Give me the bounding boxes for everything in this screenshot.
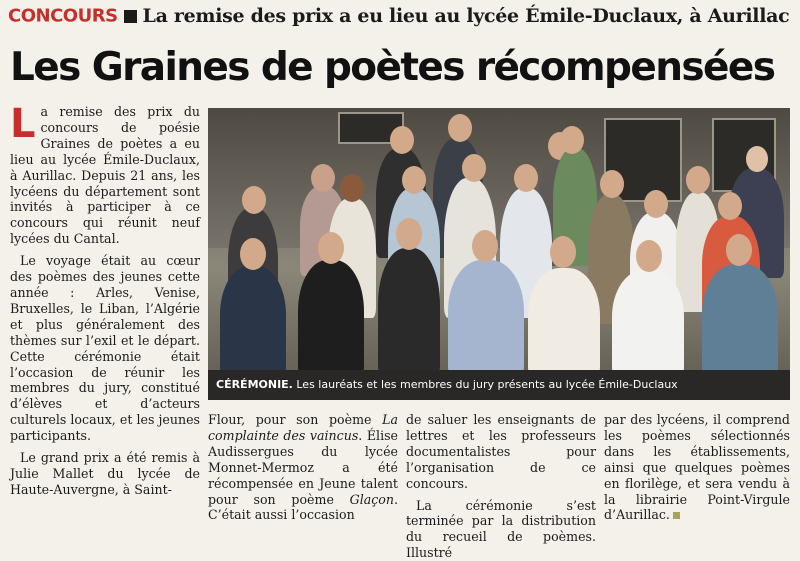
- article-column-3: [406, 412, 596, 561]
- paragraph-intro-text: a remise des prix du concours de poésie Graines de poètes a eu lieu au lycée Émile-Duclaux, à Aurillac. Depuis 21 ans, les lycéens du département sont invités à participer à ce concours qui réunit neuf lycées du Cantal.: [10, 104, 200, 247]
- paragraph-collection: [604, 412, 790, 523]
- person: [220, 266, 286, 376]
- person: [702, 264, 778, 376]
- person: [448, 260, 524, 376]
- paragraph-ceremony-end: La cérémonie s’est terminée par la distribution du recueil de poèmes. Illustré: [406, 497, 596, 561]
- head: [514, 164, 538, 192]
- poem-title-1: La complainte des vaincus: [208, 412, 398, 443]
- head: [340, 174, 364, 202]
- ceremony-photo: [208, 108, 790, 400]
- photo-caption: [208, 370, 790, 400]
- section-label: CONCOURS: [8, 5, 118, 27]
- headline: Les Graines de poètes récompensées: [10, 45, 775, 90]
- head: [240, 238, 266, 270]
- person: [298, 260, 364, 376]
- head: [686, 166, 710, 194]
- caption-tag: CÉRÉMONIE.: [216, 378, 293, 391]
- head: [396, 218, 422, 250]
- winners-text-b: . Élise Audissergues du lycée Monnet-Mermoz a été récompensée en Jeune talent pour son poème: [208, 427, 399, 507]
- head: [448, 114, 472, 142]
- head: [600, 170, 624, 198]
- head: [746, 146, 768, 172]
- head: [718, 192, 742, 220]
- head: [636, 240, 662, 272]
- person: [612, 270, 684, 376]
- paragraph-winners: [208, 412, 398, 523]
- head: [318, 232, 344, 264]
- winners-text-a: Flour, pour son poème: [208, 412, 383, 427]
- head: [311, 164, 335, 192]
- winners-text-c: . C’était aussi l’occasion: [208, 491, 398, 523]
- head: [390, 126, 414, 154]
- paragraph-intro: [10, 101, 200, 247]
- poem-title-2: Glaçon: [349, 491, 394, 507]
- paragraph-teachers: de saluer les enseignants de lettres et les professeurs documentalistes pour l’organisation de ce concours.: [406, 412, 596, 491]
- head: [560, 126, 584, 154]
- head: [472, 230, 498, 262]
- head: [402, 166, 426, 194]
- article-column-1: [10, 101, 200, 529]
- head: [726, 234, 752, 266]
- head: [644, 190, 668, 218]
- person: [528, 268, 600, 376]
- dropcap: L: [10, 101, 36, 147]
- black-square-icon: [124, 10, 137, 23]
- kicker-subtitle: La remise des prix a eu lieu au lycée Émile-Duclaux, à Aurillac: [142, 5, 790, 27]
- kicker: [8, 5, 794, 31]
- person: [378, 248, 440, 376]
- article-column-4: [604, 412, 790, 534]
- end-mark-icon: [673, 512, 680, 519]
- caption-text: Les lauréats et les membres du jury présents au lycée Émile-Duclaux: [292, 378, 678, 391]
- paragraph-voyage: Le voyage était au cœur des poèmes des jeunes cette année : Arles, Venise, Bruxelles, le Liban, l’Algérie et plus généralement des thèmes sur l’exil et le départ. Cette cérémonie était l’occasion de réunir les membres du jury, constitué d’élèves et d’acteurs culturels locaux, et les jeunes participants.: [10, 253, 200, 444]
- paragraph-grand-prix: Le grand prix a été remis à Julie Mallet du lycée de Haute-Auvergne, à Saint-: [10, 450, 200, 497]
- collection-text: par des lycéens, il comprend les poèmes sélectionnés dans les établissements, ainsi que quelques poèmes en florilège, et sera vendu à la librairie Point-Virgule d’Aurillac.: [604, 412, 790, 523]
- head: [550, 236, 576, 268]
- head: [242, 186, 266, 214]
- head: [462, 154, 486, 182]
- article-column-2: [208, 412, 398, 534]
